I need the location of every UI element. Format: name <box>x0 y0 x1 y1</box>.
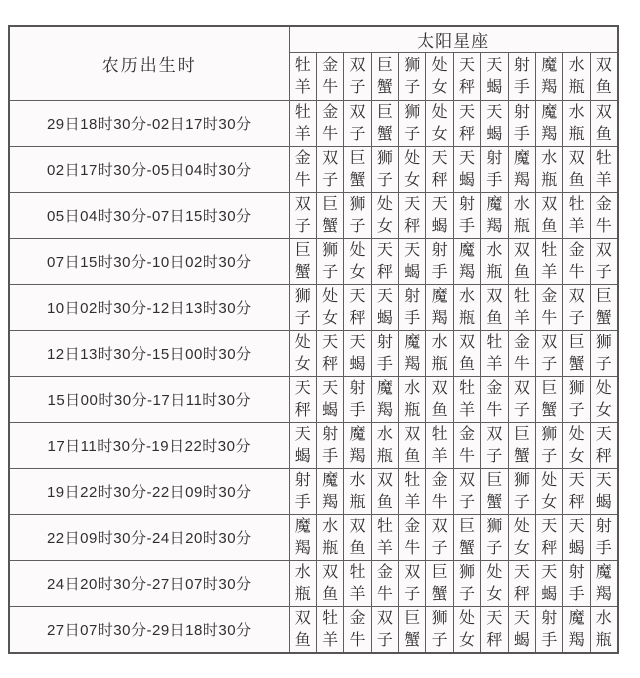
zodiac-cell: 射手 <box>289 469 316 515</box>
zodiac-cell: 射手 <box>399 285 426 331</box>
zodiac-cell: 魔羯 <box>399 331 426 377</box>
zodiac-cell: 巨蟹 <box>289 239 316 285</box>
zodiac-cell: 水瓶 <box>426 331 453 377</box>
zodiac-cell: 处女 <box>590 377 617 423</box>
zodiac-cell: 水瓶 <box>536 147 563 193</box>
table-row <box>9 193 618 239</box>
zodiac-cell: 天秤 <box>289 377 316 423</box>
zodiac-cell: 天秤 <box>371 239 398 285</box>
zodiac-cell: 天秤 <box>453 101 480 147</box>
birth-time-range: 19日22时30分-22日09时30分 <box>9 469 289 515</box>
zodiac-cell: 巨蟹 <box>590 285 617 331</box>
zodiac-cell: 魔羯 <box>563 607 590 654</box>
zodiac-cell: 水瓶 <box>590 607 617 654</box>
zodiac-cell: 射手 <box>453 193 480 239</box>
zodiac-cell: 巨蟹 <box>508 423 535 469</box>
zodiac-cell: 双子 <box>453 469 480 515</box>
zodiac-cell: 水瓶 <box>289 561 316 607</box>
zodiac-header-cell: 水瓶 <box>563 53 590 101</box>
zodiac-cell: 牡羊 <box>453 377 480 423</box>
zodiac-cell: 水瓶 <box>316 515 343 561</box>
zodiac-cell: 巨蟹 <box>426 561 453 607</box>
birth-time-range: 24日20时30分-27日07时30分 <box>9 561 289 607</box>
zodiac-cell: 牡羊 <box>371 515 398 561</box>
table-row <box>9 331 618 377</box>
zodiac-cell: 双鱼 <box>289 607 316 654</box>
zodiac-cell: 双子 <box>590 239 617 285</box>
zodiac-cell: 天蝎 <box>371 285 398 331</box>
zodiac-cell: 天秤 <box>481 607 508 654</box>
zodiac-cell: 金牛 <box>289 147 316 193</box>
zodiac-cell: 双鱼 <box>590 101 617 147</box>
zodiac-cell: 射手 <box>563 561 590 607</box>
zodiac-cell: 射手 <box>344 377 371 423</box>
zodiac-cell: 水瓶 <box>371 423 398 469</box>
zodiac-cell: 牡羊 <box>399 469 426 515</box>
table-row <box>9 515 618 561</box>
zodiac-cell: 处女 <box>371 193 398 239</box>
lunar-birth-time-header: 农历出生时 <box>9 26 289 101</box>
zodiac-header-cell: 天蝎 <box>481 53 508 101</box>
zodiac-cell: 射手 <box>590 515 617 561</box>
zodiac-cell: 魔羯 <box>426 285 453 331</box>
zodiac-cell: 金牛 <box>371 561 398 607</box>
zodiac-cell: 天蝎 <box>426 193 453 239</box>
zodiac-cell: 双鱼 <box>563 147 590 193</box>
zodiac-cell: 处女 <box>481 561 508 607</box>
zodiac-cell: 天秤 <box>508 561 535 607</box>
zodiac-cell: 狮子 <box>590 331 617 377</box>
zodiac-cell: 处女 <box>426 101 453 147</box>
birth-time-range: 27日07时30分-29日18时30分 <box>9 607 289 654</box>
table-row <box>9 239 618 285</box>
zodiac-cell: 牡羊 <box>289 101 316 147</box>
zodiac-cell: 狮子 <box>344 193 371 239</box>
zodiac-cell: 射手 <box>371 331 398 377</box>
zodiac-cell: 牡羊 <box>536 239 563 285</box>
zodiac-cell: 处女 <box>563 423 590 469</box>
birth-time-range: 02日17时30分-05日04时30分 <box>9 147 289 193</box>
zodiac-cell: 双子 <box>344 101 371 147</box>
zodiac-cell: 处女 <box>536 469 563 515</box>
birth-time-range: 07日15时30分-10日02时30分 <box>9 239 289 285</box>
zodiac-header-cell: 牡羊 <box>289 53 316 101</box>
zodiac-cell: 天蝎 <box>508 607 535 654</box>
zodiac-cell: 射手 <box>481 147 508 193</box>
zodiac-cell: 处女 <box>453 607 480 654</box>
table-row <box>9 101 618 147</box>
zodiac-cell: 金牛 <box>563 239 590 285</box>
zodiac-cell: 巨蟹 <box>536 377 563 423</box>
zodiac-cell: 金牛 <box>453 423 480 469</box>
zodiac-cell: 巨蟹 <box>371 101 398 147</box>
zodiac-cell: 牡羊 <box>563 193 590 239</box>
zodiac-cell: 处女 <box>316 285 343 331</box>
zodiac-cell: 魔羯 <box>316 469 343 515</box>
zodiac-cell: 牡羊 <box>508 285 535 331</box>
zodiac-cell: 魔羯 <box>344 423 371 469</box>
zodiac-cell: 牡羊 <box>590 147 617 193</box>
zodiac-cell: 天蝎 <box>590 469 617 515</box>
zodiac-cell: 狮子 <box>453 561 480 607</box>
zodiac-cell: 魔羯 <box>481 193 508 239</box>
zodiac-cell: 天秤 <box>426 147 453 193</box>
zodiac-cell: 天秤 <box>563 469 590 515</box>
zodiac-cell: 双鱼 <box>426 377 453 423</box>
zodiac-cell: 金牛 <box>590 193 617 239</box>
zodiac-cell: 双鱼 <box>481 285 508 331</box>
zodiac-table <box>8 25 619 654</box>
zodiac-cell: 狮子 <box>508 469 535 515</box>
zodiac-cell: 金牛 <box>399 515 426 561</box>
zodiac-cell: 双鱼 <box>536 193 563 239</box>
zodiac-cell: 狮子 <box>481 515 508 561</box>
zodiac-header-cell: 狮子 <box>399 53 426 101</box>
table-row <box>9 147 618 193</box>
zodiac-cell: 狮子 <box>426 607 453 654</box>
zodiac-cell: 双子 <box>399 561 426 607</box>
zodiac-cell: 处女 <box>344 239 371 285</box>
birth-time-range: 17日11时30分-19日22时30分 <box>9 423 289 469</box>
zodiac-cell: 金牛 <box>426 469 453 515</box>
zodiac-cell: 天秤 <box>344 285 371 331</box>
zodiac-header-cell: 魔羯 <box>536 53 563 101</box>
zodiac-cell: 金牛 <box>316 101 343 147</box>
zodiac-cell: 巨蟹 <box>481 469 508 515</box>
zodiac-cell: 巨蟹 <box>453 515 480 561</box>
zodiac-cell: 双子 <box>426 515 453 561</box>
zodiac-cell: 狮子 <box>289 285 316 331</box>
zodiac-cell: 狮子 <box>536 423 563 469</box>
zodiac-cell: 双鱼 <box>371 469 398 515</box>
zodiac-cell: 天蝎 <box>399 239 426 285</box>
zodiac-cell: 魔羯 <box>536 101 563 147</box>
zodiac-cell: 双子 <box>508 377 535 423</box>
zodiac-cell: 天蝎 <box>344 331 371 377</box>
zodiac-cell: 巨蟹 <box>563 331 590 377</box>
table-row <box>9 423 618 469</box>
zodiac-cell: 处女 <box>399 147 426 193</box>
zodiac-cell: 牡羊 <box>344 561 371 607</box>
zodiac-cell: 双鱼 <box>508 239 535 285</box>
zodiac-cell: 射手 <box>316 423 343 469</box>
zodiac-header-cell: 射手 <box>508 53 535 101</box>
zodiac-cell: 水瓶 <box>344 469 371 515</box>
zodiac-cell: 狮子 <box>316 239 343 285</box>
zodiac-cell: 金牛 <box>481 377 508 423</box>
zodiac-header-cell: 金牛 <box>316 53 343 101</box>
zodiac-cell: 巨蟹 <box>344 147 371 193</box>
zodiac-cell: 金牛 <box>508 331 535 377</box>
zodiac-cell: 魔羯 <box>371 377 398 423</box>
birth-time-range: 29日18时30分-02日17时30分 <box>9 101 289 147</box>
zodiac-cell: 牡羊 <box>426 423 453 469</box>
zodiac-cell: 射手 <box>508 101 535 147</box>
zodiac-header-cell: 处女 <box>426 53 453 101</box>
table-row <box>9 285 618 331</box>
birth-time-range: 05日04时30分-07日15时30分 <box>9 193 289 239</box>
zodiac-cell: 双子 <box>481 423 508 469</box>
zodiac-cell: 处女 <box>508 515 535 561</box>
zodiac-cell: 双鱼 <box>399 423 426 469</box>
table-row <box>9 377 618 423</box>
zodiac-cell: 魔羯 <box>590 561 617 607</box>
zodiac-cell: 金牛 <box>536 285 563 331</box>
zodiac-cell: 天蝎 <box>453 147 480 193</box>
table-row <box>9 607 618 654</box>
birth-time-range: 10日02时30分-12日13时30分 <box>9 285 289 331</box>
zodiac-cell: 水瓶 <box>481 239 508 285</box>
zodiac-cell: 巨蟹 <box>316 193 343 239</box>
zodiac-cell: 双鱼 <box>316 561 343 607</box>
zodiac-cell: 魔羯 <box>289 515 316 561</box>
header-row-top <box>9 26 618 53</box>
zodiac-cell: 魔羯 <box>453 239 480 285</box>
zodiac-cell: 牡羊 <box>316 607 343 654</box>
birth-time-range: 22日09时30分-24日20时30分 <box>9 515 289 561</box>
birth-time-range: 12日13时30分-15日00时30分 <box>9 331 289 377</box>
zodiac-cell: 牡羊 <box>481 331 508 377</box>
zodiac-cell: 狮子 <box>563 377 590 423</box>
zodiac-cell: 天蝎 <box>563 515 590 561</box>
zodiac-cell: 天蝎 <box>316 377 343 423</box>
zodiac-header-cell: 巨蟹 <box>371 53 398 101</box>
zodiac-cell: 天蝎 <box>481 101 508 147</box>
zodiac-cell: 天秤 <box>536 515 563 561</box>
zodiac-cell: 天秤 <box>399 193 426 239</box>
zodiac-cell: 魔羯 <box>508 147 535 193</box>
zodiac-cell: 双子 <box>536 331 563 377</box>
zodiac-header-cell: 双鱼 <box>590 53 617 101</box>
table-row <box>9 469 618 515</box>
zodiac-cell: 射手 <box>426 239 453 285</box>
zodiac-cell: 双鱼 <box>344 515 371 561</box>
zodiac-cell: 天蝎 <box>289 423 316 469</box>
zodiac-cell: 双子 <box>289 193 316 239</box>
zodiac-cell: 双子 <box>563 285 590 331</box>
zodiac-cell: 双子 <box>371 607 398 654</box>
zodiac-cell: 天秤 <box>316 331 343 377</box>
zodiac-cell: 巨蟹 <box>399 607 426 654</box>
zodiac-cell: 双鱼 <box>453 331 480 377</box>
zodiac-cell: 狮子 <box>371 147 398 193</box>
zodiac-cell: 天蝎 <box>536 561 563 607</box>
zodiac-header-cell: 天秤 <box>453 53 480 101</box>
sun-sign-header: 太阳星座 <box>289 26 618 53</box>
birth-time-range: 15日00时30分-17日11时30分 <box>9 377 289 423</box>
zodiac-cell: 水瓶 <box>563 101 590 147</box>
zodiac-cell: 水瓶 <box>453 285 480 331</box>
zodiac-header-cell: 双子 <box>344 53 371 101</box>
zodiac-cell: 狮子 <box>399 101 426 147</box>
zodiac-cell: 金牛 <box>344 607 371 654</box>
zodiac-cell: 水瓶 <box>508 193 535 239</box>
zodiac-cell: 水瓶 <box>399 377 426 423</box>
table-row <box>9 561 618 607</box>
zodiac-cell: 射手 <box>536 607 563 654</box>
zodiac-cell: 双子 <box>316 147 343 193</box>
zodiac-cell: 天秤 <box>590 423 617 469</box>
zodiac-cell: 处女 <box>289 331 316 377</box>
